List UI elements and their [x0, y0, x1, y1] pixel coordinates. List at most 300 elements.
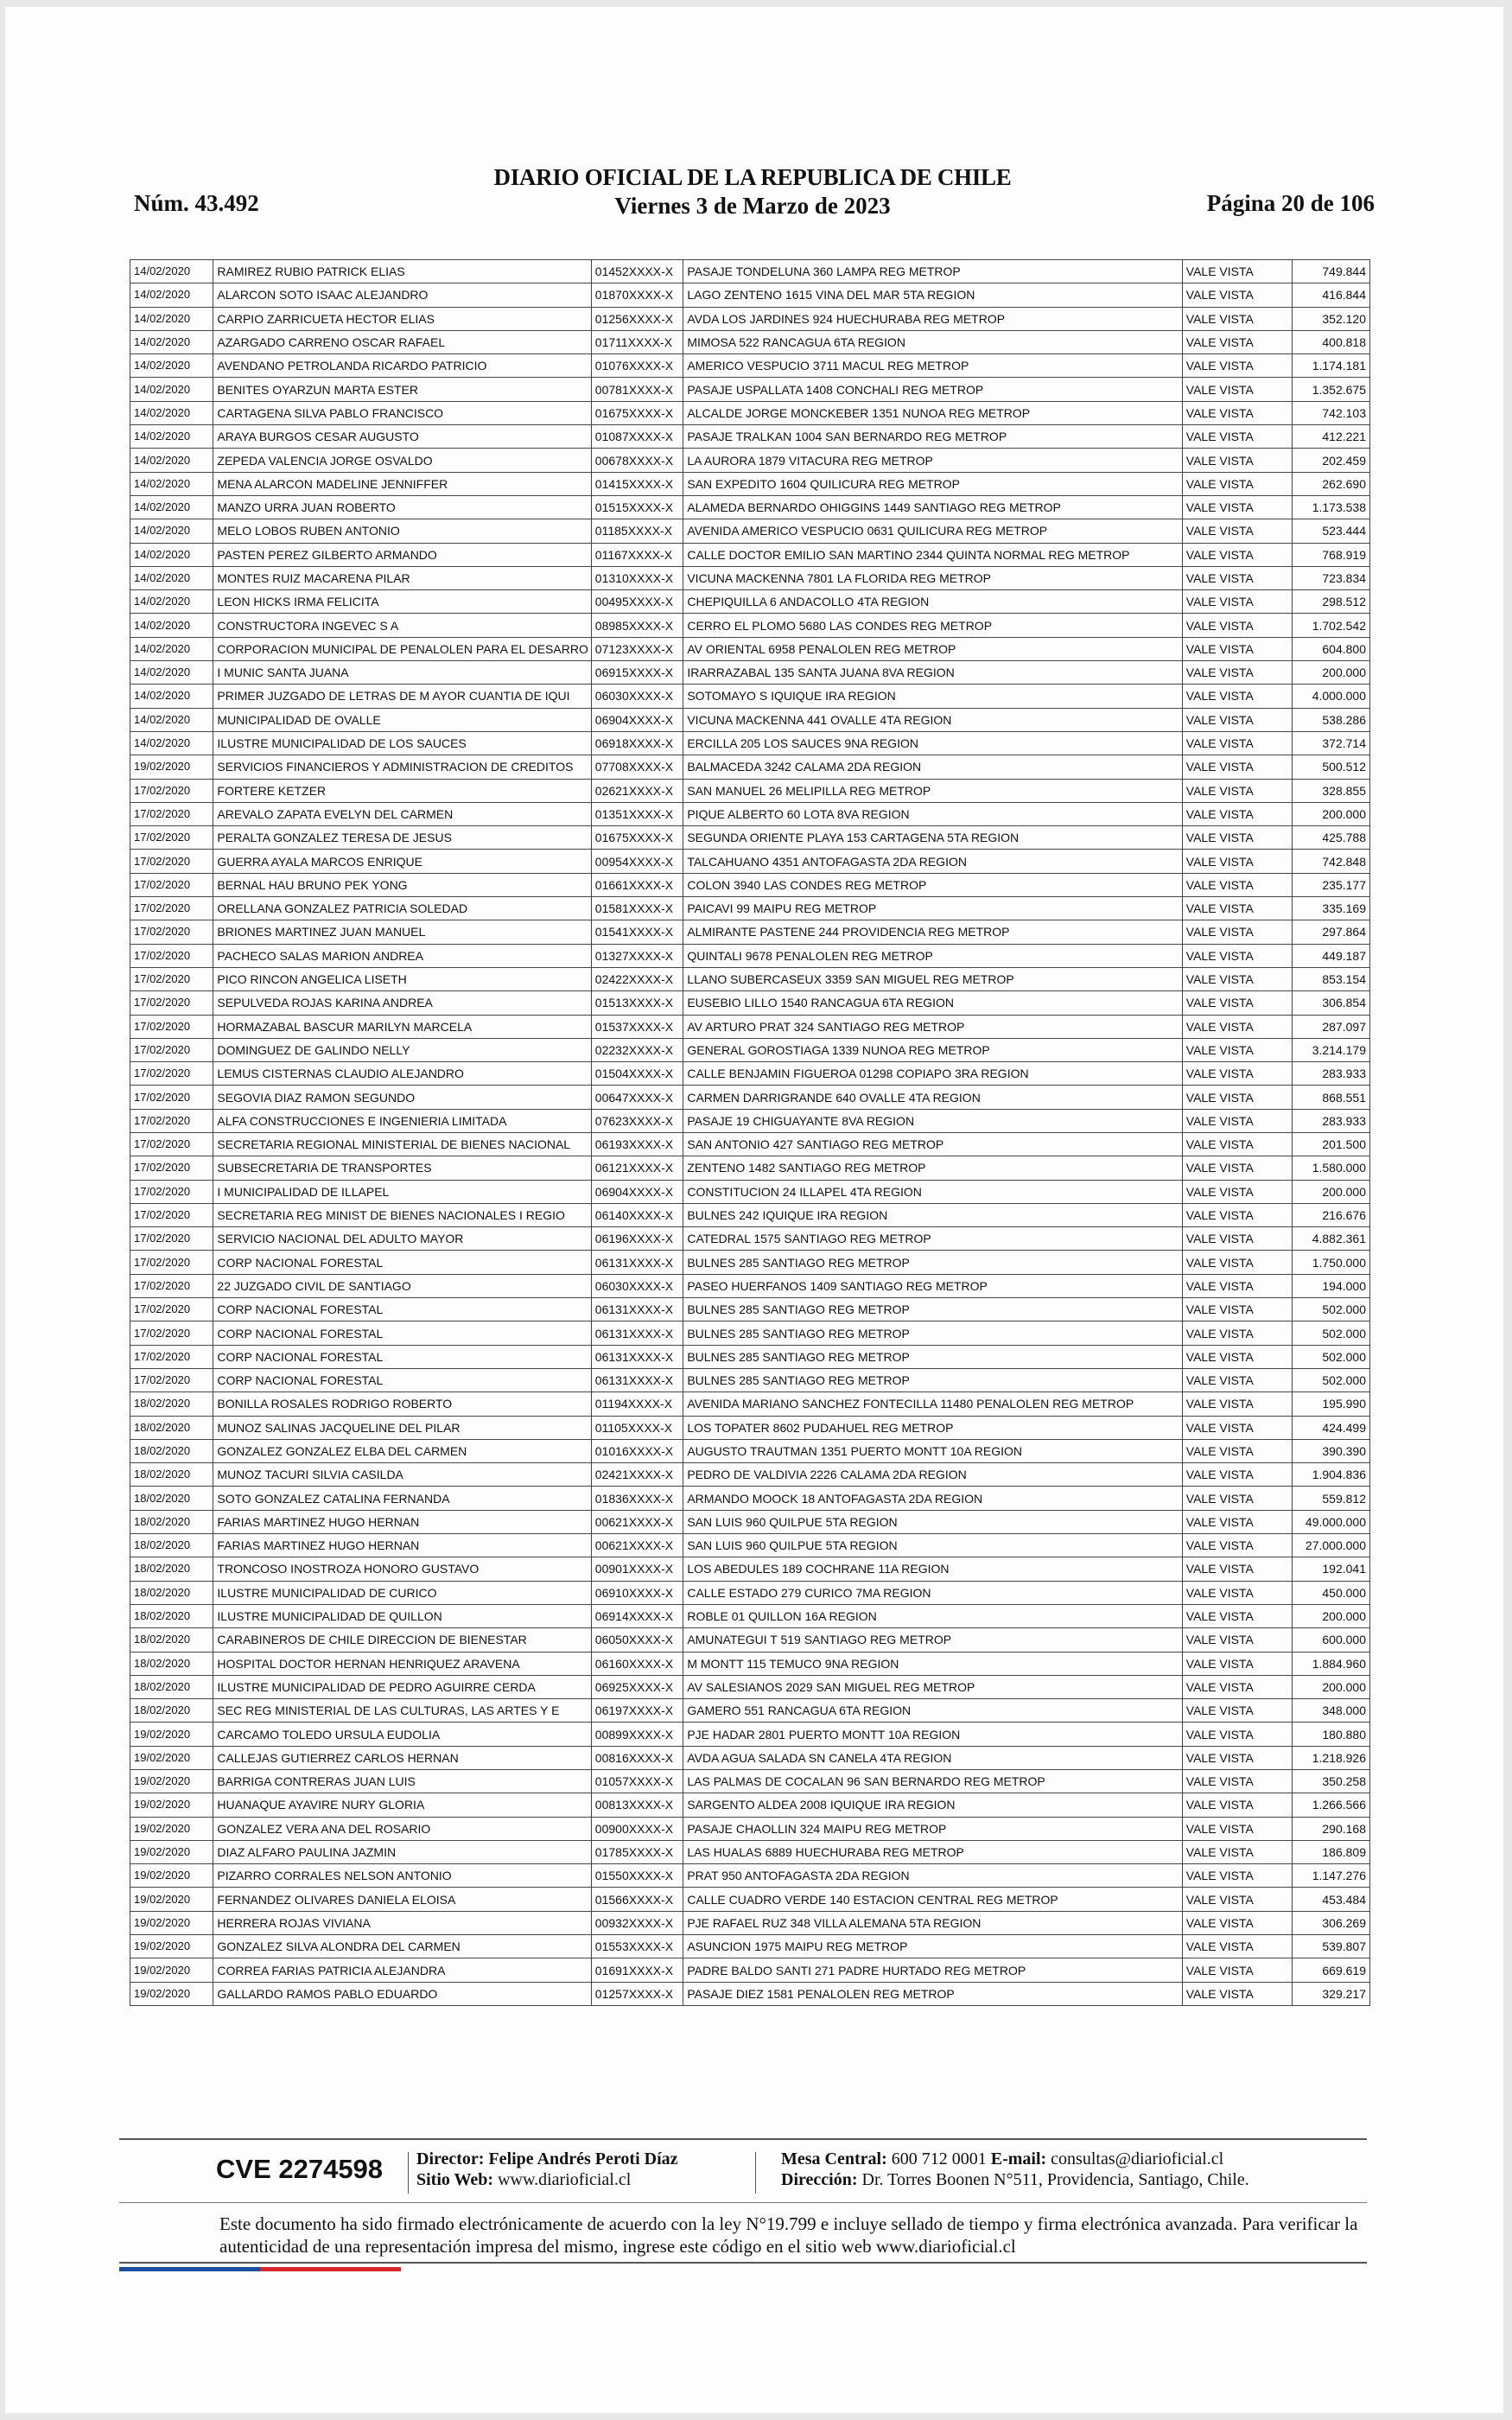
payment-method-cell: VALE VISTA: [1182, 1675, 1292, 1698]
date-cell: 14/02/2020: [130, 472, 213, 495]
rut-cell: 01076XXXX-X: [591, 354, 683, 378]
payment-method-cell: VALE VISTA: [1182, 1416, 1292, 1439]
rut-cell: 01515XXXX-X: [591, 495, 683, 519]
date-cell: 17/02/2020: [130, 991, 213, 1015]
beneficiary-cell: MUNICIPALIDAD DE OVALLE: [213, 708, 591, 731]
address-cell: IRARRAZABAL 135 SANTA JUANA 8VA REGION: [683, 661, 1182, 685]
amount-cell: 200.000: [1292, 1180, 1369, 1203]
payment-method-cell: VALE VISTA: [1182, 1534, 1292, 1557]
beneficiary-cell: SECRETARIA REG MINIST DE BIENES NACIONALES I REGIO: [213, 1203, 591, 1226]
date-cell: 17/02/2020: [130, 1062, 213, 1086]
beneficiary-cell: SERVICIOS FINANCIEROS Y ADMINISTRACION DE CREDITOS: [213, 755, 591, 779]
address-cell: BULNES 285 SANTIAGO REG METROP: [683, 1345, 1182, 1368]
payment-method-cell: VALE VISTA: [1182, 495, 1292, 519]
payment-method-cell: VALE VISTA: [1182, 1982, 1292, 2005]
rut-cell: 01513XXXX-X: [591, 991, 683, 1015]
legal-notice: Este documento ha sido firmado electrónicamente de acuerdo con la ley N°19.799 e incluye sellado de tiempo y firma electrónica avanzada. Para verificar la autenticidad de una representación impresa del mismo, ingrese este código en el sitio web www.diarioficial.cl: [219, 2213, 1358, 2257]
rut-cell: 00781XXXX-X: [591, 378, 683, 401]
web-label: Sitio Web:: [416, 2170, 494, 2189]
table-row: [130, 1840, 1370, 1863]
amount-cell: 1.702.542: [1292, 614, 1369, 637]
table-row: [130, 944, 1370, 967]
table-row: [130, 1156, 1370, 1180]
address-cell: SAN EXPEDITO 1604 QUILICURA REG METROP: [683, 472, 1182, 495]
beneficiary-cell: CONSTRUCTORA INGEVEC S A: [213, 614, 591, 637]
table-row: [130, 401, 1370, 424]
rut-cell: 06131XXXX-X: [591, 1345, 683, 1368]
date-cell: 17/02/2020: [130, 967, 213, 990]
address-cell: COLON 3940 LAS CONDES REG METROP: [683, 873, 1182, 896]
payment-method-cell: VALE VISTA: [1182, 1604, 1292, 1627]
payment-method-cell: VALE VISTA: [1182, 1392, 1292, 1416]
address-cell: LOS ABEDULES 189 COCHRANE 11A REGION: [683, 1557, 1182, 1581]
amount-cell: 350.258: [1292, 1770, 1369, 1793]
table-row: [130, 1109, 1370, 1132]
rut-cell: 06910XXXX-X: [591, 1581, 683, 1604]
amount-cell: 538.286: [1292, 708, 1369, 731]
beneficiary-cell: LEMUS CISTERNAS CLAUDIO ALEJANDRO: [213, 1062, 591, 1086]
date-cell: 14/02/2020: [130, 330, 213, 353]
payment-method-cell: VALE VISTA: [1182, 1368, 1292, 1392]
date-cell: 17/02/2020: [130, 1156, 213, 1180]
table-row: [130, 1368, 1370, 1392]
rut-cell: 01016XXXX-X: [591, 1439, 683, 1462]
date-cell: 18/02/2020: [130, 1581, 213, 1604]
flag-stripe: [119, 2267, 401, 2271]
date-cell: 18/02/2020: [130, 1439, 213, 1462]
address-cell: PASAJE 19 CHIGUAYANTE 8VA REGION: [683, 1109, 1182, 1132]
table-row: [130, 472, 1370, 495]
rut-cell: 00899XXXX-X: [591, 1723, 683, 1746]
date-cell: 19/02/2020: [130, 1746, 213, 1769]
beneficiary-cell: CARCAMO TOLEDO URSULA EUDOLIA: [213, 1723, 591, 1746]
payment-method-cell: VALE VISTA: [1182, 330, 1292, 353]
beneficiary-cell: ORELLANA GONZALEZ PATRICIA SOLEDAD: [213, 897, 591, 920]
address-cell: CALLE CUADRO VERDE 140 ESTACION CENTRAL REG METROP: [683, 1888, 1182, 1911]
date-cell: 14/02/2020: [130, 519, 213, 543]
beneficiary-cell: ARAYA BURGOS CESAR AUGUSTO: [213, 425, 591, 449]
table-row: [130, 283, 1370, 307]
amount-cell: 335.169: [1292, 897, 1369, 920]
address-cell: AVDA AGUA SALADA SN CANELA 4TA REGION: [683, 1746, 1182, 1769]
address-cell: PEDRO DE VALDIVIA 2226 CALAMA 2DA REGION: [683, 1463, 1182, 1487]
payment-method-cell: VALE VISTA: [1182, 1439, 1292, 1462]
amount-cell: 200.000: [1292, 1675, 1369, 1698]
table-row: [130, 731, 1370, 755]
rut-cell: 01870XXXX-X: [591, 283, 683, 307]
issue-number: Núm. 43.492: [134, 190, 259, 216]
payment-method-cell: VALE VISTA: [1182, 661, 1292, 685]
rut-cell: 01257XXXX-X: [591, 1982, 683, 2005]
rut-cell: 06131XXXX-X: [591, 1298, 683, 1321]
date-cell: 17/02/2020: [130, 1203, 213, 1226]
date-cell: 18/02/2020: [130, 1510, 213, 1533]
rut-cell: 06925XXXX-X: [591, 1675, 683, 1698]
table-row: [130, 1298, 1370, 1321]
table-row: [130, 1203, 1370, 1226]
date-cell: 17/02/2020: [130, 1038, 213, 1061]
beneficiary-cell: CARABINEROS DE CHILE DIRECCION DE BIENESTAR: [213, 1628, 591, 1652]
date-cell: 17/02/2020: [130, 1227, 213, 1251]
payment-method-cell: VALE VISTA: [1182, 307, 1292, 330]
beneficiary-cell: CALLEJAS GUTIERREZ CARLOS HERNAN: [213, 1746, 591, 1769]
rut-cell: 00621XXXX-X: [591, 1510, 683, 1533]
beneficiary-cell: RAMIREZ RUBIO PATRICK ELIAS: [213, 260, 591, 283]
masthead: [130, 164, 1375, 220]
address-cell: SAN ANTONIO 427 SANTIAGO REG METROP: [683, 1132, 1182, 1156]
amount-cell: 352.120: [1292, 307, 1369, 330]
payment-method-cell: VALE VISTA: [1182, 1132, 1292, 1156]
payment-method-cell: VALE VISTA: [1182, 1510, 1292, 1533]
rut-cell: 06030XXXX-X: [591, 685, 683, 708]
table-row: [130, 1086, 1370, 1109]
table-row: [130, 1770, 1370, 1793]
amount-cell: 283.933: [1292, 1062, 1369, 1086]
phone-label: Mesa Central:: [781, 2149, 887, 2168]
beneficiary-cell: ILUSTRE MUNICIPALIDAD DE CURICO: [213, 1581, 591, 1604]
beneficiary-cell: BERNAL HAU BRUNO PEK YONG: [213, 873, 591, 896]
amount-cell: 1.218.926: [1292, 1746, 1369, 1769]
contact-block: [781, 2149, 1249, 2190]
rut-cell: 02422XXXX-X: [591, 967, 683, 990]
footer-divider-middle: [119, 2202, 1367, 2203]
amount-cell: 287.097: [1292, 1015, 1369, 1038]
table-row: [130, 967, 1370, 990]
beneficiary-cell: MENA ALARCON MADELINE JENNIFFER: [213, 472, 591, 495]
date-cell: 19/02/2020: [130, 1911, 213, 1934]
rut-cell: 01566XXXX-X: [591, 1888, 683, 1911]
date-cell: 14/02/2020: [130, 637, 213, 660]
amount-cell: 742.848: [1292, 850, 1369, 873]
date-cell: 19/02/2020: [130, 755, 213, 779]
date-cell: 17/02/2020: [130, 1298, 213, 1321]
date-cell: 18/02/2020: [130, 1487, 213, 1510]
rut-cell: 00816XXXX-X: [591, 1746, 683, 1769]
flag-stripe-blue: [119, 2267, 260, 2271]
beneficiary-cell: ILUSTRE MUNICIPALIDAD DE PEDRO AGUIRRE CERDA: [213, 1675, 591, 1698]
email-link[interactable]: consultas@diarioficial.cl: [1051, 2149, 1224, 2168]
amount-cell: 449.187: [1292, 944, 1369, 967]
payment-method-cell: VALE VISTA: [1182, 1015, 1292, 1038]
payment-method-cell: VALE VISTA: [1182, 967, 1292, 990]
payment-method-cell: VALE VISTA: [1182, 283, 1292, 307]
rut-cell: 02232XXXX-X: [591, 1038, 683, 1061]
address-cell: LA AURORA 1879 VITACURA REG METROP: [683, 449, 1182, 472]
payment-method-cell: VALE VISTA: [1182, 401, 1292, 424]
date-cell: 17/02/2020: [130, 1274, 213, 1297]
rut-cell: 08985XXXX-X: [591, 614, 683, 637]
address-cell: AMUNATEGUI T 519 SANTIAGO REG METROP: [683, 1628, 1182, 1652]
rut-cell: 06914XXXX-X: [591, 1604, 683, 1627]
address-cell: QUINTALI 9678 PENALOLEN REG METROP: [683, 944, 1182, 967]
address-cell: SOTOMAYO S IQUIQUE IRA REGION: [683, 685, 1182, 708]
table-row: [130, 1864, 1370, 1888]
address-label: Dirección:: [781, 2170, 858, 2189]
amount-cell: 1.904.836: [1292, 1463, 1369, 1487]
footer-separator: [408, 2152, 409, 2194]
date-cell: 17/02/2020: [130, 920, 213, 944]
date-cell: 19/02/2020: [130, 1770, 213, 1793]
beneficiary-cell: GALLARDO RAMOS PABLO EDUARDO: [213, 1982, 591, 2005]
table-row: [130, 1557, 1370, 1581]
beneficiary-cell: TRONCOSO INOSTROZA HONORO GUSTAVO: [213, 1557, 591, 1581]
date-cell: 17/02/2020: [130, 1180, 213, 1203]
rut-cell: 06915XXXX-X: [591, 661, 683, 685]
table-row: [130, 1793, 1370, 1817]
table-row: [130, 661, 1370, 685]
beneficiary-cell: MUNOZ SALINAS JACQUELINE DEL PILAR: [213, 1416, 591, 1439]
date-cell: 19/02/2020: [130, 1864, 213, 1888]
date-cell: 19/02/2020: [130, 1958, 213, 1982]
address-cell: M MONTT 115 TEMUCO 9NA REGION: [683, 1652, 1182, 1675]
beneficiary-cell: ILUSTRE MUNICIPALIDAD DE LOS SAUCES: [213, 731, 591, 755]
address-cell: BULNES 285 SANTIAGO REG METROP: [683, 1298, 1182, 1321]
table-row: [130, 873, 1370, 896]
table-row: [130, 1463, 1370, 1487]
amount-cell: 200.000: [1292, 802, 1369, 825]
amount-cell: 1.884.960: [1292, 1652, 1369, 1675]
rut-cell: 06121XXXX-X: [591, 1156, 683, 1180]
date-cell: 17/02/2020: [130, 850, 213, 873]
address-text: Dr. Torres Boonen N°511, Providencia, Santiago, Chile.: [861, 2170, 1249, 2189]
beneficiary-cell: MUNOZ TACURI SILVIA CASILDA: [213, 1463, 591, 1487]
table-row: [130, 1746, 1370, 1769]
amount-cell: 306.854: [1292, 991, 1369, 1015]
payment-method-cell: VALE VISTA: [1182, 850, 1292, 873]
rut-cell: 06050XXXX-X: [591, 1628, 683, 1652]
address-cell: LAS HUALAS 6889 HUECHURABA REG METROP: [683, 1840, 1182, 1863]
beneficiary-cell: GONZALEZ VERA ANA DEL ROSARIO: [213, 1817, 591, 1840]
address-cell: EUSEBIO LILLO 1540 RANCAGUA 6TA REGION: [683, 991, 1182, 1015]
payment-method-cell: VALE VISTA: [1182, 1274, 1292, 1297]
address-cell: PJE HADAR 2801 PUERTO MONTT 10A REGION: [683, 1723, 1182, 1746]
amount-cell: 216.676: [1292, 1203, 1369, 1226]
rut-cell: 01167XXXX-X: [591, 543, 683, 566]
date-cell: 14/02/2020: [130, 543, 213, 566]
payment-method-cell: VALE VISTA: [1182, 1699, 1292, 1723]
amount-cell: 372.714: [1292, 731, 1369, 755]
amount-cell: 400.818: [1292, 330, 1369, 353]
beneficiary-cell: BENITES OYARZUN MARTA ESTER: [213, 378, 591, 401]
date-cell: 14/02/2020: [130, 614, 213, 637]
payment-method-cell: VALE VISTA: [1182, 1227, 1292, 1251]
amount-cell: 453.484: [1292, 1888, 1369, 1911]
rut-cell: 01711XXXX-X: [591, 330, 683, 353]
table-row: [130, 449, 1370, 472]
payment-method-cell: VALE VISTA: [1182, 1156, 1292, 1180]
director-block: [416, 2149, 678, 2190]
amount-cell: 539.807: [1292, 1935, 1369, 1958]
address-cell: SAN LUIS 960 QUILPUE 5TA REGION: [683, 1534, 1182, 1557]
date-cell: 14/02/2020: [130, 495, 213, 519]
payment-method-cell: VALE VISTA: [1182, 826, 1292, 850]
rut-cell: 01675XXXX-X: [591, 401, 683, 424]
rut-cell: 06193XXXX-X: [591, 1132, 683, 1156]
payment-method-cell: VALE VISTA: [1182, 897, 1292, 920]
rut-cell: 01057XXXX-X: [591, 1770, 683, 1793]
amount-cell: 390.390: [1292, 1439, 1369, 1462]
rut-cell: 01194XXXX-X: [591, 1392, 683, 1416]
table-row: [130, 897, 1370, 920]
beneficiary-cell: HUANAQUE AYAVIRE NURY GLORIA: [213, 1793, 591, 1817]
date-cell: 14/02/2020: [130, 566, 213, 589]
amount-cell: 3.214.179: [1292, 1038, 1369, 1061]
table-row: [130, 991, 1370, 1015]
amount-cell: 416.844: [1292, 283, 1369, 307]
amount-cell: 329.217: [1292, 1982, 1369, 2005]
rut-cell: 01691XXXX-X: [591, 1958, 683, 1982]
address-cell: AVENIDA MARIANO SANCHEZ FONTECILLA 11480 PENALOLEN REG METROP: [683, 1392, 1182, 1416]
payment-method-cell: VALE VISTA: [1182, 637, 1292, 660]
date-cell: 18/02/2020: [130, 1675, 213, 1698]
amount-cell: 604.800: [1292, 637, 1369, 660]
beneficiary-cell: ALFA CONSTRUCCIONES E INGENIERIA LIMITADA: [213, 1109, 591, 1132]
address-cell: ARMANDO MOOCK 18 ANTOFAGASTA 2DA REGION: [683, 1487, 1182, 1510]
address-cell: BULNES 285 SANTIAGO REG METROP: [683, 1251, 1182, 1274]
amount-cell: 200.000: [1292, 1604, 1369, 1627]
payment-method-cell: VALE VISTA: [1182, 1770, 1292, 1793]
date-cell: 14/02/2020: [130, 378, 213, 401]
address-cell: CONSTITUCION 24 ILLAPEL 4TA REGION: [683, 1180, 1182, 1203]
beneficiary-cell: ZEPEDA VALENCIA JORGE OSVALDO: [213, 449, 591, 472]
page-header: [130, 164, 1375, 225]
beneficiary-cell: FARIAS MARTINEZ HUGO HERNAN: [213, 1510, 591, 1533]
amount-cell: 424.499: [1292, 1416, 1369, 1439]
payment-method-cell: VALE VISTA: [1182, 1109, 1292, 1132]
rut-cell: 07123XXXX-X: [591, 637, 683, 660]
date-cell: 17/02/2020: [130, 1321, 213, 1345]
beneficiary-cell: MELO LOBOS RUBEN ANTONIO: [213, 519, 591, 543]
amount-cell: 768.919: [1292, 543, 1369, 566]
rut-cell: 01553XXXX-X: [591, 1935, 683, 1958]
payment-method-cell: VALE VISTA: [1182, 566, 1292, 589]
amount-cell: 306.269: [1292, 1911, 1369, 1934]
payment-method-cell: VALE VISTA: [1182, 1723, 1292, 1746]
date-cell: 17/02/2020: [130, 1251, 213, 1274]
table-row: [130, 802, 1370, 825]
amount-cell: 194.000: [1292, 1274, 1369, 1297]
table-row: [130, 1251, 1370, 1274]
page-footer: [216, 2149, 1374, 2200]
date-cell: 19/02/2020: [130, 1935, 213, 1958]
flag-stripe-red: [260, 2267, 401, 2271]
payment-method-cell: VALE VISTA: [1182, 1203, 1292, 1226]
date-cell: 17/02/2020: [130, 897, 213, 920]
payment-method-cell: VALE VISTA: [1182, 731, 1292, 755]
amount-cell: 1.266.566: [1292, 1793, 1369, 1817]
rut-cell: 00901XXXX-X: [591, 1557, 683, 1581]
rut-cell: 06197XXXX-X: [591, 1699, 683, 1723]
address-cell: PIQUE ALBERTO 60 LOTA 8VA REGION: [683, 802, 1182, 825]
cve-code: CVE 2274598: [216, 2154, 384, 2184]
date-cell: 19/02/2020: [130, 1723, 213, 1746]
payment-method-cell: VALE VISTA: [1182, 1864, 1292, 1888]
payments-table: [130, 259, 1370, 2006]
payment-method-cell: VALE VISTA: [1182, 1557, 1292, 1581]
table-row: [130, 1911, 1370, 1934]
amount-cell: 186.809: [1292, 1840, 1369, 1863]
table-row: [130, 920, 1370, 944]
address-cell: AUGUSTO TRAUTMAN 1351 PUERTO MONTT 10A REGION: [683, 1439, 1182, 1462]
table-row: [130, 826, 1370, 850]
address-cell: SAN MANUEL 26 MELIPILLA REG METROP: [683, 779, 1182, 802]
payment-method-cell: VALE VISTA: [1182, 1038, 1292, 1061]
rut-cell: 06918XXXX-X: [591, 731, 683, 755]
address-cell: VICUNA MACKENNA 7801 LA FLORIDA REG METROP: [683, 566, 1182, 589]
beneficiary-cell: MANZO URRA JUAN ROBERTO: [213, 495, 591, 519]
amount-cell: 1.173.538: [1292, 495, 1369, 519]
payment-method-cell: VALE VISTA: [1182, 1086, 1292, 1109]
beneficiary-cell: GONZALEZ GONZALEZ ELBA DEL CARMEN: [213, 1439, 591, 1462]
address-cell: BULNES 285 SANTIAGO REG METROP: [683, 1368, 1182, 1392]
payment-method-cell: VALE VISTA: [1182, 519, 1292, 543]
beneficiary-cell: BRIONES MARTINEZ JUAN MANUEL: [213, 920, 591, 944]
payment-method-cell: VALE VISTA: [1182, 1487, 1292, 1510]
rut-cell: 00678XXXX-X: [591, 449, 683, 472]
rut-cell: 01541XXXX-X: [591, 920, 683, 944]
rut-cell: 01675XXXX-X: [591, 826, 683, 850]
address-cell: GENERAL GOROSTIAGA 1339 NUNOA REG METROP: [683, 1038, 1182, 1061]
amount-cell: 283.933: [1292, 1109, 1369, 1132]
payment-method-cell: VALE VISTA: [1182, 944, 1292, 967]
date-cell: 18/02/2020: [130, 1652, 213, 1675]
amount-cell: 328.855: [1292, 779, 1369, 802]
payment-method-cell: VALE VISTA: [1182, 543, 1292, 566]
table-row: [130, 755, 1370, 779]
beneficiary-cell: FORTERE KETZER: [213, 779, 591, 802]
amount-cell: 853.154: [1292, 967, 1369, 990]
table-row: [130, 1510, 1370, 1533]
beneficiary-cell: SERVICIO NACIONAL DEL ADULTO MAYOR: [213, 1227, 591, 1251]
amount-cell: 523.444: [1292, 519, 1369, 543]
address-cell: BULNES 285 SANTIAGO REG METROP: [683, 1321, 1182, 1345]
date-cell: 14/02/2020: [130, 283, 213, 307]
date-cell: 19/02/2020: [130, 1840, 213, 1863]
payment-method-cell: VALE VISTA: [1182, 873, 1292, 896]
page-number: Página 20 de 106: [1206, 190, 1375, 216]
date-cell: 18/02/2020: [130, 1628, 213, 1652]
date-cell: 17/02/2020: [130, 779, 213, 802]
amount-cell: 262.690: [1292, 472, 1369, 495]
amount-cell: 1.580.000: [1292, 1156, 1369, 1180]
amount-cell: 1.174.181: [1292, 354, 1369, 378]
date-cell: 14/02/2020: [130, 449, 213, 472]
rut-cell: 01256XXXX-X: [591, 307, 683, 330]
date-cell: 17/02/2020: [130, 1086, 213, 1109]
rut-cell: 01581XXXX-X: [591, 897, 683, 920]
date-cell: 18/02/2020: [130, 1534, 213, 1557]
rut-cell: 06131XXXX-X: [591, 1321, 683, 1345]
beneficiary-cell: LEON HICKS IRMA FELICITA: [213, 590, 591, 614]
beneficiary-cell: DOMINGUEZ DE GALINDO NELLY: [213, 1038, 591, 1061]
address-cell: BULNES 242 IQUIQUE IRA REGION: [683, 1203, 1182, 1226]
rut-cell: 06131XXXX-X: [591, 1368, 683, 1392]
beneficiary-cell: 22 JUZGADO CIVIL DE SANTIAGO: [213, 1274, 591, 1297]
payment-method-cell: VALE VISTA: [1182, 708, 1292, 731]
beneficiary-cell: BARRIGA CONTRERAS JUAN LUIS: [213, 1770, 591, 1793]
amount-cell: 235.177: [1292, 873, 1369, 896]
director-name: Felipe Andrés Peroti Díaz: [488, 2149, 678, 2168]
rut-cell: 06904XXXX-X: [591, 708, 683, 731]
rut-cell: 00954XXXX-X: [591, 850, 683, 873]
table-row: [130, 1487, 1370, 1510]
web-link[interactable]: www.diarioficial.cl: [498, 2170, 632, 2189]
table-row: [130, 708, 1370, 731]
phone-number: 600 712 0001: [891, 2149, 987, 2168]
table-row: [130, 378, 1370, 401]
payment-method-cell: VALE VISTA: [1182, 260, 1292, 283]
payment-method-cell: VALE VISTA: [1182, 1840, 1292, 1863]
